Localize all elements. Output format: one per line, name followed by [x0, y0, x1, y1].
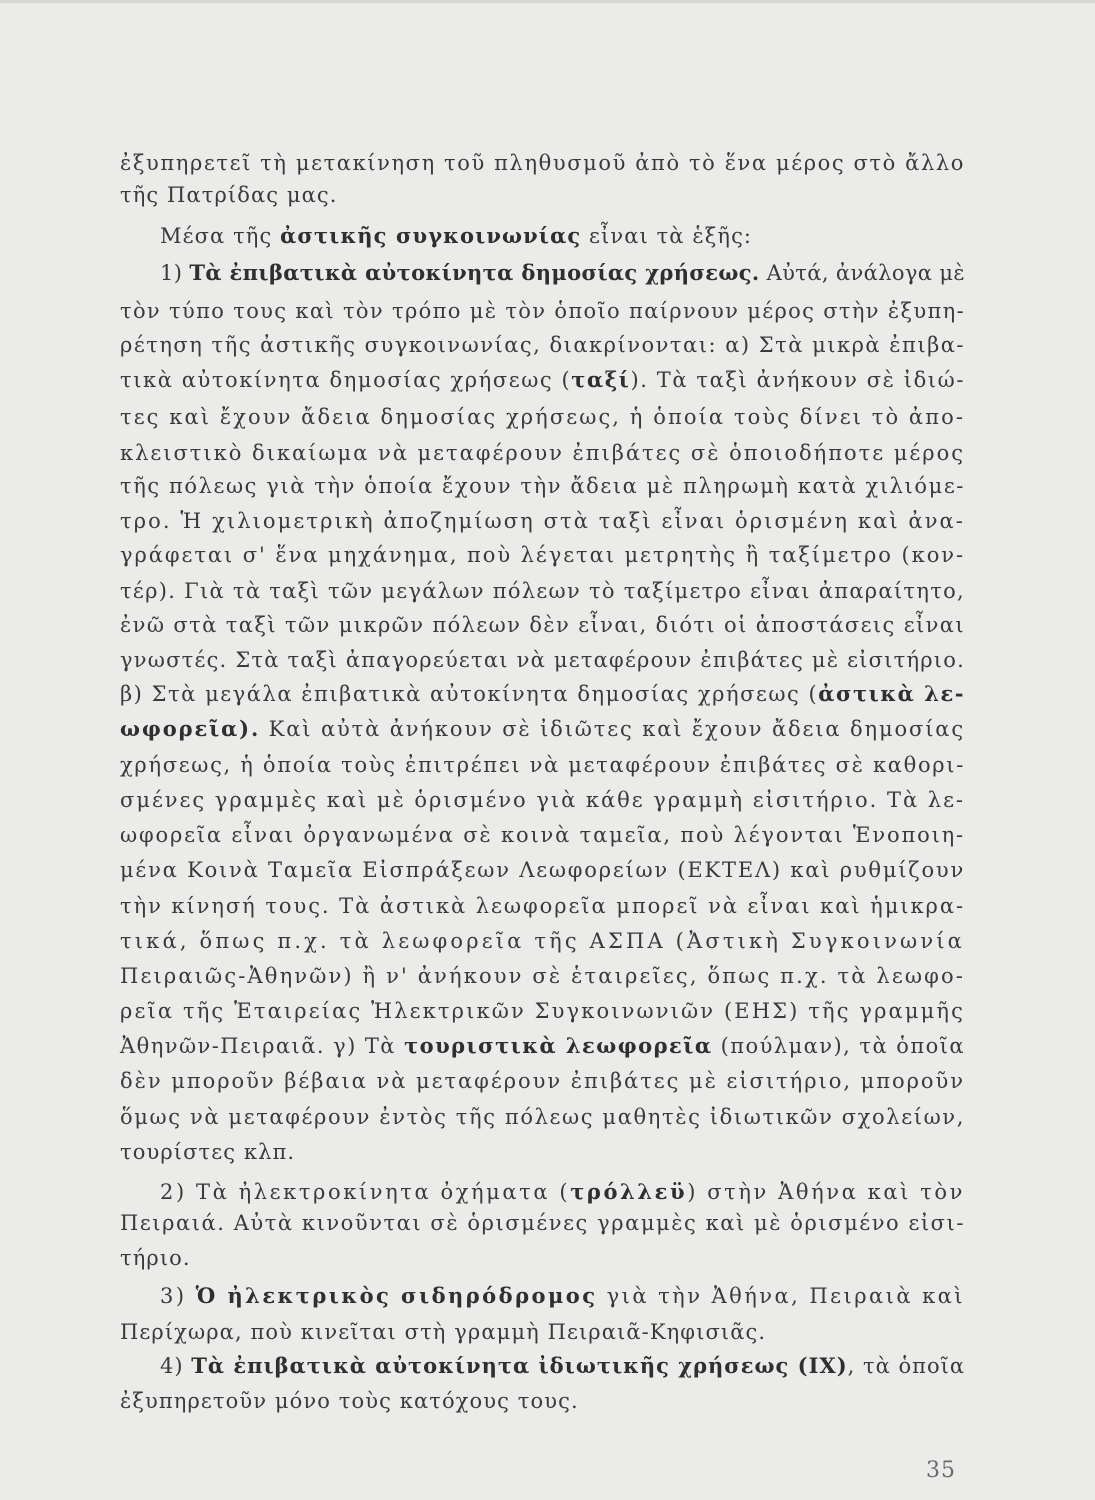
text-line	[120, 1102, 965, 1132]
text-run: Ἀθηνῶν-Πειραιᾶ. γ) Τὰ	[120, 1034, 405, 1058]
text-run: 3)	[160, 1284, 196, 1308]
bold-term: Ὁ ἠλεκτρικὸς σιδηρόδρομος	[195, 1283, 598, 1308]
text-line	[120, 330, 965, 360]
text-run: γνωστές. Στὰ ταξὶ ἀπαγορεύεται νὰ μεταφέρουν ἐπιβάτες μὲ εἰσιτήριο.	[120, 648, 965, 672]
text-line	[120, 961, 965, 991]
text-line	[120, 855, 965, 885]
text-line	[120, 1317, 965, 1347]
text-line	[120, 1243, 965, 1273]
text-line	[120, 891, 965, 921]
text-line	[160, 1177, 965, 1207]
text-run: τῆς πόλεως γιὰ τὴν ὁποία ἔχουν τὴν ἄδεια μὲ πληρωμὴ κατὰ χιλιόμε-	[120, 474, 965, 498]
text-run: γιὰ τὴν Ἀθήνα, Πειραιὰ καὶ	[597, 1284, 965, 1308]
text-run: τες καὶ ἔχουν ἄδεια δημοσίας χρήσεως, ἡ ὁποία τοὺς δίνει τὸ ἀπο-	[120, 405, 965, 429]
text-run: τικά, ὅπως π.χ. τὰ λεωφορεῖα τῆς ΑΣΠΑ (Ἀστικὴ Συγκοινωνία	[120, 929, 965, 953]
text-run: Αὐτά, ἀνάλογα μὲ	[759, 261, 965, 285]
bold-term: τρόλλεϋ	[570, 1179, 688, 1204]
text-line	[120, 645, 965, 675]
text-run: γράφεται σ' ἕνα μηχάνημα, ποὺ λέγεται μετρητὴς ἢ ταξίμετρο (κον-	[120, 543, 965, 567]
text-run: β) Στὰ μεγάλα ἐπιβατικὰ αὐτοκίνητα δημοσίας χρήσεως (	[120, 682, 819, 706]
text-run: ἐξυπηρετοῦν μόνο τοὺς κατόχους τους.	[120, 1389, 579, 1413]
text-run: μένα Κοινὰ Ταμεῖα Εἰσπράξεων Λεωφορείων (ΕΚΤΕΛ) καὶ ρυθμίζουν	[120, 858, 965, 882]
text-run: ωφορεῖα εἶναι ὀργανωμένα σὲ κοινὰ ταμεῖα, ποὺ λέγονται Ἑνοποιη-	[120, 823, 965, 847]
text-run: (πούλμαν), τὰ ὁποῖα	[712, 1034, 965, 1058]
text-line	[120, 438, 965, 468]
text-run: τέρ). Γιὰ τὰ ταξὶ τῶν μεγάλων πόλεων τὸ ταξίμετρο εἶναι ἀπαραίτητο,	[120, 579, 965, 603]
text-run: 4)	[160, 1354, 192, 1378]
text-run: δὲν μποροῦν βέβαια νὰ μεταφέρουν ἐπιβάτες μὲ εἰσιτήριο, μποροῦν	[120, 1069, 965, 1093]
text-line	[120, 506, 965, 536]
text-run: τὸν τύπο τους καὶ τὸν τρόπο μὲ τὸν ὁποῖο παίρνουν μέρος στὴν ἐξυπη-	[120, 299, 965, 323]
bold-term: Τὰ ἐπιβατικὰ αὐτοκίνητα δημοσίας χρήσεως.	[189, 260, 760, 285]
text-run: , τὰ ὁποῖα	[847, 1354, 966, 1378]
text-run: ἐνῶ στὰ ταξὶ τῶν μικρῶν πόλεων δὲν εἶναι, διότι οἱ ἀποστάσεις εἶναι	[120, 613, 965, 637]
text-line	[120, 926, 965, 956]
text-run: Καὶ αὐτὰ ἀνήκουν σὲ ἰδιῶτες καὶ ἔχουν ἄδεια δημοσίας	[260, 717, 965, 741]
text-line	[120, 785, 965, 815]
text-line	[120, 365, 965, 395]
text-run: τῆς Πατρίδας μας.	[120, 183, 338, 207]
bold-term: ωφορεῖα).	[120, 716, 261, 741]
text-run: τικὰ αὐτοκίνητα δημοσίας χρήσεως (	[120, 368, 572, 392]
text-line	[120, 679, 965, 709]
text-run: σμένες γραμμὲς καὶ μὲ ὁρισμένο γιὰ κάθε γραμμὴ εἰσιτήριο. Τὰ λε-	[120, 788, 965, 812]
text-run: τήριο.	[120, 1246, 191, 1270]
text-run: τὴν κίνησή τους. Τὰ ἀστικὰ λεωφορεῖα μπορεῖ νὰ εἶναι καὶ ἡμικρα-	[120, 894, 965, 918]
top-edge-line	[0, 0, 1095, 3]
text-line	[160, 1351, 965, 1381]
text-line	[120, 1208, 965, 1238]
text-line	[120, 1386, 965, 1416]
text-run: 2) Τὰ ἠλεκτροκίνητα ὀχήματα (	[160, 1180, 571, 1204]
text-run: ρεῖα τῆς Ἑταιρείας Ἠλεκτρικῶν Συγκοινωνιῶν (ΕΗΣ) τῆς γραμμῆς	[120, 999, 965, 1023]
text-line	[120, 996, 965, 1026]
text-run: ). Τὰ ταξὶ ἀνήκουν σὲ ἰδιώ-	[630, 368, 965, 392]
text-run: Περίχωρα, ποὺ κινεῖται στὴ γραμμὴ Πειραιᾶ-Κηφισιᾶς.	[120, 1320, 767, 1344]
text-run: κλειστικὸ δικαίωμα νὰ μεταφέρουν ἐπιβάτες σὲ ὁποιοδήποτε μέρος	[120, 441, 965, 465]
text-line	[120, 1066, 965, 1096]
bold-term: ἀστικῆς συγκοινωνίας	[280, 223, 582, 248]
text-run: Πειραιά. Αὐτὰ κινοῦνται σὲ ὁρισμένες γραμμὲς καὶ μὲ ὁρισμένο εἰσι-	[120, 1211, 965, 1235]
text-run: χρήσεως, ἡ ὁποία τοὺς ἐπιτρέπει νὰ μεταφέρουν ἐπιβάτες σὲ καθορι-	[120, 753, 965, 777]
page-number: 35	[926, 1458, 956, 1483]
text-line	[120, 1137, 965, 1167]
text-run: εἶναι τὰ ἑξῆς:	[581, 224, 753, 248]
text-line	[120, 148, 965, 178]
bold-term: Τὰ ἐπιβατικὰ αὐτοκίνητα ἰδιωτικῆς χρήσεως (ΙΧ)	[191, 1353, 848, 1378]
text-line	[120, 610, 965, 640]
text-line	[120, 1031, 965, 1061]
text-run: ) στὴν Ἀθήνα καὶ τὸν	[687, 1180, 966, 1204]
text-line	[120, 180, 965, 210]
text-line	[120, 820, 965, 850]
text-run: τρο. Ἡ χιλιομετρικὴ ἀποζημίωση στὰ ταξὶ εἶναι ὁρισμένη καὶ ἀνα-	[120, 509, 965, 533]
text-line	[160, 258, 965, 288]
text-run: Μέσα τῆς	[160, 224, 281, 248]
bold-term: τουριστικὰ λεωφορεῖα	[404, 1033, 713, 1058]
text-line	[120, 296, 965, 326]
text-line	[120, 714, 965, 744]
text-run: ρέτηση τῆς ἀστικῆς συγκοινωνίας, διακρίνονται: α) Στὰ μικρὰ ἐπιβα-	[120, 333, 965, 357]
text-line	[120, 402, 965, 432]
bold-term: ταξί	[571, 367, 631, 392]
text-run: ὅμως νὰ μεταφέρουν ἐντὸς τῆς πόλεως μαθητὲς ἰδιωτικῶν σχολείων,	[120, 1105, 965, 1129]
text-line	[120, 471, 965, 501]
text-line	[120, 750, 965, 780]
text-run: ἐξυπηρετεῖ τὴ μετακίνηση τοῦ πληθυσμοῦ ἀπὸ τὸ ἕνα μέρος στὸ ἄλλο	[120, 151, 965, 175]
text-run: τουρίστες κλπ.	[120, 1140, 296, 1164]
text-line	[120, 540, 965, 570]
text-run: Πειραιῶς-Ἀθηνῶν) ἢ ν' ἀνήκουν σὲ ἑταιρεῖες, ὅπως π.χ. τὰ λεωφο-	[120, 964, 965, 988]
text-line	[120, 576, 965, 606]
text-line	[160, 221, 965, 251]
text-line	[160, 1281, 965, 1311]
text-run: 1)	[160, 261, 190, 285]
bold-term: ἀστικὰ λε-	[818, 681, 965, 706]
